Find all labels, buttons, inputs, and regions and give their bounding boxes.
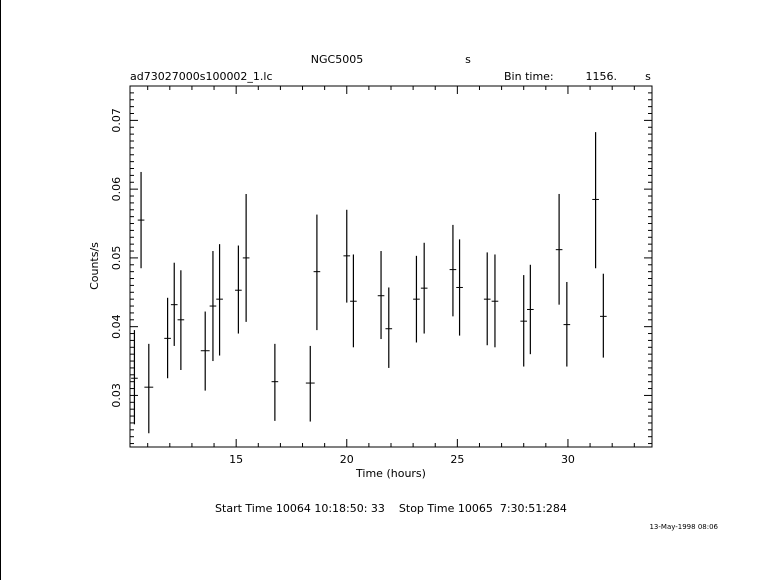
data-point-28 [592, 132, 599, 268]
data-point-12 [306, 346, 315, 422]
data-point-0 [131, 330, 138, 424]
y-tick-label-2: 0.05 [110, 245, 123, 271]
bin-time-value: 1156. [585, 70, 617, 83]
x-tick-label-30: 30 [560, 453, 575, 466]
data-point-27 [564, 282, 571, 367]
data-point-15 [350, 254, 357, 347]
data-point-20 [450, 225, 457, 316]
chart-title: NGC5005 [310, 53, 364, 66]
start-stop-times: Start Time 10064 10:18:50: 33 Stop Time 10065 7:30:51:284 [215, 502, 567, 515]
x-tick-label-20: 20 [339, 453, 354, 466]
data-point-4 [171, 263, 178, 346]
data-point-17 [385, 287, 392, 367]
y-tick-label-0: 0.03 [110, 383, 123, 408]
bin-time-label: Bin time: [504, 70, 554, 83]
x-tick-label-15: 15 [229, 453, 244, 466]
chart-title-suffix: s [465, 53, 471, 66]
y-tick-label-1: 0.04 [110, 314, 123, 339]
x-axis-ticks [148, 86, 635, 466]
data-point-13 [314, 215, 321, 331]
data-points [131, 132, 607, 433]
print-date: 13-May-1998 08:06 [649, 523, 718, 531]
data-point-8 [216, 244, 223, 355]
data-point-7 [210, 251, 217, 361]
data-point-6 [201, 312, 210, 391]
bin-time-unit: s [645, 70, 651, 83]
data-point-21 [456, 239, 463, 335]
data-point-19 [421, 243, 428, 334]
data-point-29 [600, 274, 607, 358]
data-point-3 [164, 298, 171, 378]
x-tick-label-25: 25 [450, 453, 465, 466]
data-point-11 [272, 344, 279, 421]
data-point-25 [527, 265, 534, 354]
data-point-1 [138, 172, 145, 268]
x-axis-label: Time (hours) [356, 467, 426, 480]
y-tick-label-3: 0.06 [110, 176, 123, 202]
data-point-10 [243, 194, 250, 322]
data-point-26 [556, 194, 563, 305]
data-point-23 [492, 254, 499, 347]
data-point-24 [520, 275, 527, 366]
data-point-18 [413, 256, 420, 343]
data-point-2 [144, 344, 153, 433]
y-tick-label-4: 0.07 [110, 108, 123, 133]
y-axis-label: Counts/s [88, 242, 101, 290]
data-point-14 [343, 210, 350, 303]
data-point-5 [178, 270, 185, 370]
plot-frame [130, 86, 652, 447]
chart-subtitle-file: ad73027000s100002_1.lc [130, 70, 273, 83]
data-point-22 [484, 252, 491, 345]
data-point-9 [235, 246, 242, 334]
data-point-16 [378, 251, 385, 339]
